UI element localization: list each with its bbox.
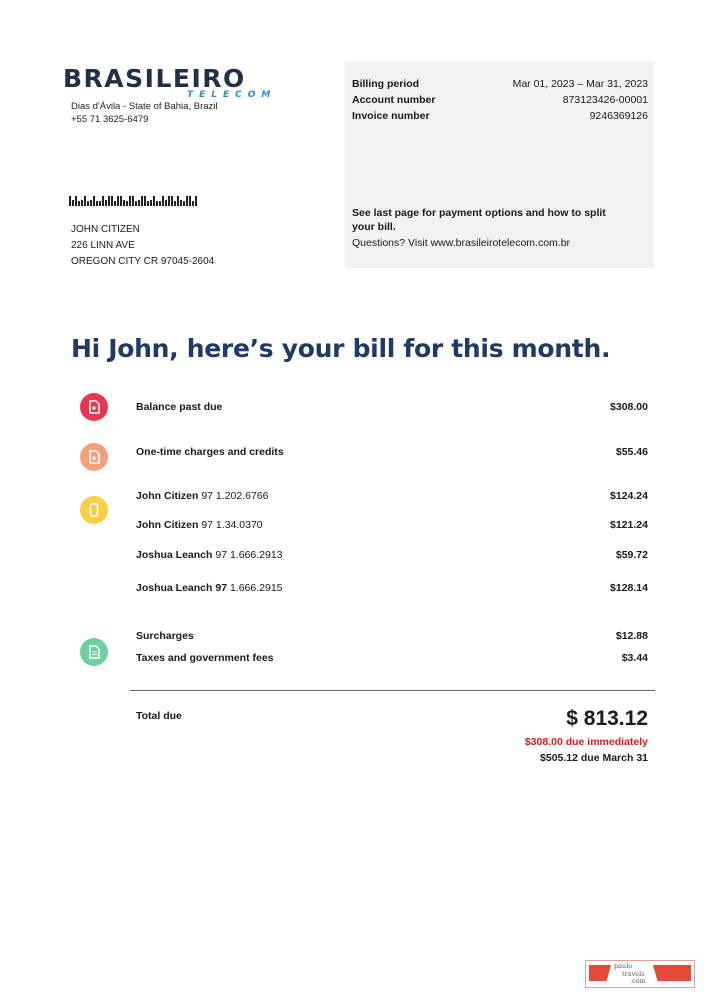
invoice-number-value: 9246369126 [589, 110, 648, 122]
line-item-label: One-time charges and credits [136, 446, 284, 458]
account-number-label: Account number [352, 94, 436, 106]
watermark-line: .com [630, 977, 646, 985]
line-item-balance-past-due [136, 401, 648, 413]
account-number-value: 873123426-00001 [562, 94, 648, 106]
phone-icon [80, 496, 108, 524]
line-item-amount: $59.72 [615, 549, 648, 561]
line-item-phone-line [136, 490, 648, 502]
billing-period-row [352, 78, 648, 90]
company-sub-name: TELECOM [187, 90, 277, 100]
account-info-box [345, 62, 654, 268]
line-item-label: Balance past due [136, 401, 223, 413]
watermark-bar-right [653, 965, 691, 981]
watermark-text [614, 963, 646, 986]
recipient-street: 226 LINN AVE [71, 240, 135, 251]
company-address [71, 100, 218, 126]
line-item-phone-line [136, 519, 648, 531]
invoice-number-row [352, 110, 648, 122]
line-item-amount: $12.88 [615, 630, 648, 642]
line-item-detail: 97 1.666.2913 [212, 549, 283, 561]
line-item-label: Surcharges [136, 630, 194, 642]
company-phone: +55 71 3625-6479 [71, 114, 149, 125]
questions-link-text[interactable]: Questions? Visit www.brasileirotelecom.com.br [352, 237, 571, 249]
account-number-row [352, 94, 648, 106]
line-item-label: John Citizen [136, 490, 199, 502]
postal-barcode [69, 196, 197, 206]
line-item-detail: 97 1.34.0370 [198, 519, 263, 531]
line-item-phone-line [136, 549, 648, 561]
recipient-city: OREGON CITY CR 97045-2604 [71, 256, 215, 267]
sim-card-icon [80, 393, 108, 421]
total-divider [130, 690, 655, 691]
page-title: Hi John, here’s your bill for this month. [71, 334, 611, 363]
company-address-line: Dias d'Ávila - State of Bahia, Brazil [71, 101, 218, 112]
watermark-line: paulo [614, 962, 633, 970]
line-item-phone-line [136, 582, 648, 594]
invoice-number-label: Invoice number [352, 110, 430, 122]
watermark-logo [585, 960, 695, 988]
line-item-taxes [136, 652, 648, 664]
line-item-label: Joshua Leanch 97 [136, 582, 228, 594]
line-item-amount: $124.24 [610, 490, 648, 502]
recipient-name: JOHN CITIZEN [71, 224, 140, 235]
line-item-label: Joshua Leanch [136, 549, 213, 561]
sim-card-icon [80, 443, 108, 471]
line-item-one-time-charges [136, 446, 648, 458]
total-due-amount: $ 813.12 [566, 707, 648, 730]
line-item-surcharges [136, 630, 648, 642]
due-immediately-text: $308.00 due immediately [524, 736, 648, 748]
line-item-amount: $3.44 [621, 652, 648, 664]
total-due-label: Total due [136, 710, 182, 722]
due-later-text: $505.12 due March 31 [540, 752, 648, 764]
billing-period-value: Mar 01, 2023 – Mar 31, 2023 [512, 78, 648, 90]
company-logo [63, 64, 277, 100]
line-item-amount: $55.46 [615, 446, 648, 458]
line-item-detail: 97 1.202.6766 [198, 490, 269, 502]
billing-period-label: Billing period [352, 78, 420, 90]
company-name: BRASILEIRO [63, 64, 246, 93]
watermark-line: travels [622, 969, 645, 978]
line-item-label: John Citizen [136, 519, 199, 531]
document-icon [80, 638, 108, 666]
watermark-bar-left [589, 965, 611, 981]
line-item-label: Taxes and government fees [136, 652, 274, 664]
line-item-amount: $121.24 [610, 519, 648, 531]
payment-options-note: See last page for payment options and how to split your bill. [352, 207, 606, 233]
line-item-amount: $128.14 [610, 582, 648, 594]
line-item-amount: $308.00 [610, 401, 648, 413]
recipient-address [71, 222, 214, 270]
line-item-detail: 1.666.2915 [227, 582, 283, 594]
